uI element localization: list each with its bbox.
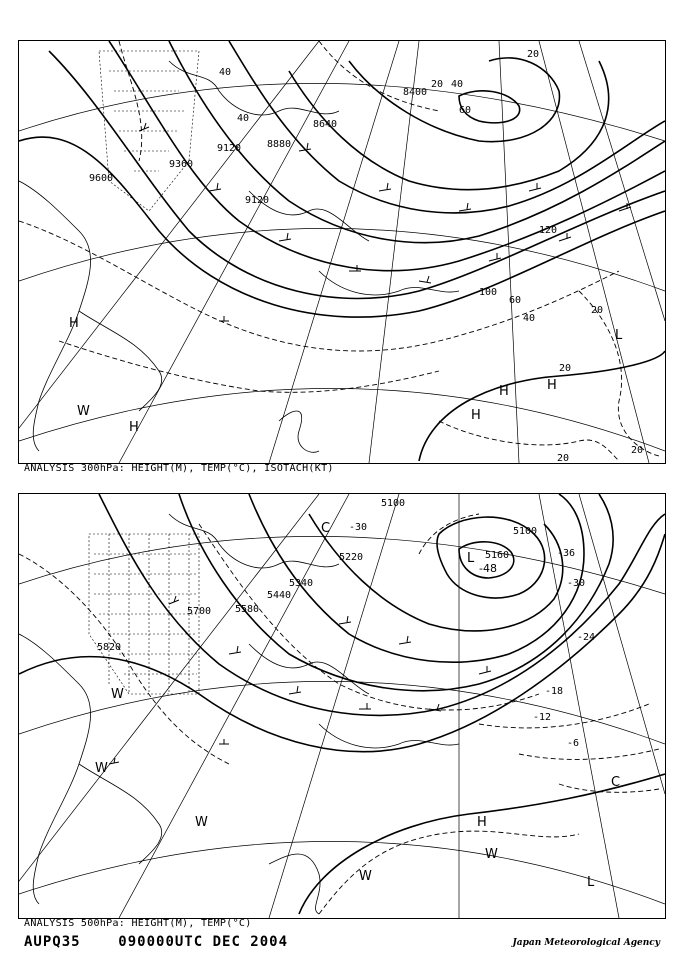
- center-marker: L: [615, 328, 623, 343]
- lower-map-canvas: [19, 494, 665, 918]
- upper-isotach-labels: [219, 49, 643, 463]
- upper-centers: [69, 316, 623, 435]
- height-label: 5820: [97, 642, 122, 653]
- center-marker: H: [129, 420, 139, 435]
- temp-label: -30: [567, 578, 586, 589]
- height-label: 9120: [245, 195, 270, 206]
- height-label: 5220: [339, 552, 364, 563]
- height-label: 8400: [403, 87, 428, 98]
- isotach-label: 20: [557, 453, 570, 463]
- upper-height-contours: [19, 41, 665, 461]
- center-marker: H: [477, 815, 487, 830]
- isotach-label: 20: [527, 49, 540, 60]
- height-label: 5700: [187, 606, 212, 617]
- temp-label: -24: [577, 632, 596, 643]
- isotach-label: 40: [237, 113, 250, 124]
- height-label: 5340: [289, 578, 314, 589]
- isotach-label: 20: [431, 79, 444, 90]
- center-marker: H: [69, 316, 79, 331]
- upper-chart-300hpa: [18, 40, 666, 464]
- center-marker: W: [111, 687, 124, 702]
- isotach-label: 100: [479, 287, 498, 298]
- center-marker: W: [195, 815, 208, 830]
- isotach-label: 120: [539, 225, 558, 236]
- height-label: 5100: [513, 526, 538, 537]
- center-marker: C: [611, 775, 621, 790]
- map-code: AUPQ35: [24, 934, 81, 950]
- center-marker: W: [359, 869, 372, 884]
- temp-label: -12: [533, 712, 552, 723]
- isotach-label: 40: [219, 67, 232, 78]
- center-marker: H: [499, 384, 509, 399]
- height-label: 5100: [381, 498, 406, 509]
- isotach-label: 20: [591, 305, 604, 316]
- lower-caption: ANALYSIS 500hPa: HEIGHT(M), TEMP(°C): [24, 918, 252, 929]
- center-marker: H: [547, 378, 557, 393]
- map-code-and-time: [24, 934, 288, 950]
- temp-label: -18: [545, 686, 564, 697]
- lower-height-labels: [97, 498, 537, 653]
- height-label: 8880: [267, 139, 292, 150]
- center-marker: L: [587, 875, 595, 890]
- isotach-label: 60: [509, 295, 522, 306]
- isotach-label: 60: [459, 105, 472, 116]
- height-label: 9120: [217, 143, 242, 154]
- center-marker: L: [467, 551, 475, 566]
- center-marker: H: [471, 408, 481, 423]
- center-marker: C: [321, 521, 331, 536]
- isotach-label: 40: [451, 79, 464, 90]
- upper-caption: ANALYSIS 300hPa: HEIGHT(M), TEMP(°C), ISOTACH(KT): [24, 463, 334, 474]
- upper-isotachs: [19, 41, 659, 461]
- isotach-label: 40: [523, 313, 536, 324]
- temp-label: -48: [479, 562, 497, 575]
- temp-label: -6: [567, 738, 580, 749]
- isotach-label: 20: [559, 363, 572, 374]
- height-label: 9600: [89, 173, 114, 184]
- valid-time: 090000UTC DEC 2004: [118, 934, 289, 950]
- center-marker: W: [485, 847, 498, 862]
- agency-credit: Japan Meteorological Agency: [512, 938, 660, 948]
- lower-chart-500hpa: [18, 493, 666, 919]
- height-label: 5580: [235, 604, 260, 615]
- height-label: 5160: [485, 550, 510, 561]
- upper-height-labels: [89, 87, 427, 206]
- center-marker: W: [77, 404, 90, 419]
- temp-label: -36: [557, 548, 576, 559]
- upper-map-canvas: [19, 41, 665, 463]
- height-label: 5440: [267, 590, 292, 601]
- height-label: 9360: [169, 159, 194, 170]
- center-marker: W: [95, 761, 108, 776]
- temp-label: -30: [349, 522, 368, 533]
- height-label: 8640: [313, 119, 338, 130]
- isotach-label: 20: [631, 445, 644, 456]
